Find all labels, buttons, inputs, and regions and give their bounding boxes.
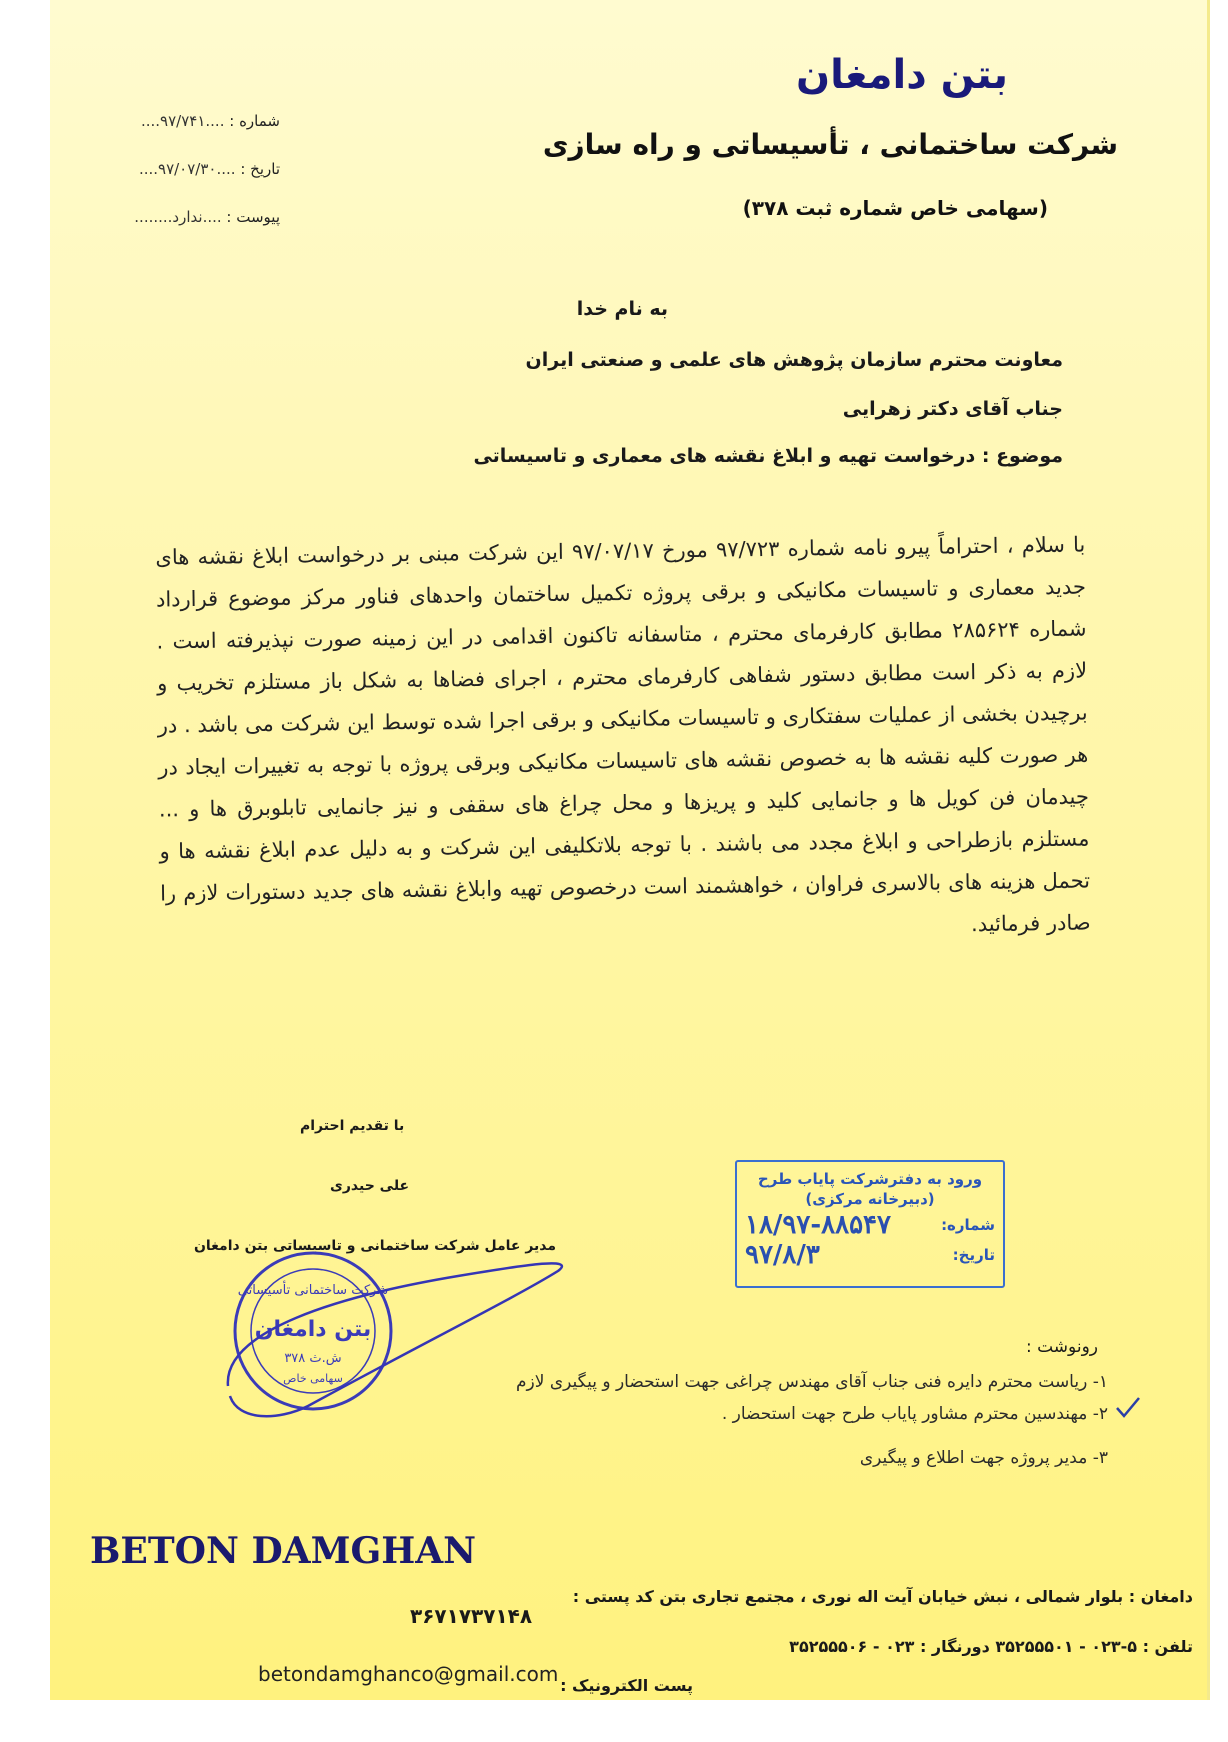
seal-text-top: شرکت ساختمانی تأسیساتی [237, 1283, 389, 1298]
receipt-stamp-date-label: تاریخ: [952, 1246, 995, 1264]
letter-number-label: شماره : [229, 112, 280, 130]
company-registration: (سهامی خاص شماره ثبت ۳۷۸) [742, 196, 1048, 220]
receipt-stamp-date-value: ۹۷/۸/۳ [745, 1240, 820, 1270]
letter-date-label: تاریخ : [240, 160, 280, 178]
letter-attachment [70, 208, 280, 226]
seal-text-type: سهامی خاص [283, 1372, 343, 1385]
company-seal-icon [218, 1236, 598, 1436]
letter-date-value: ....۹۷/۰۷/۳۰.... [138, 160, 236, 178]
receipt-stamp-date-row [737, 1240, 1003, 1270]
seal-text-reg: ش.ث ۳۷۸ [284, 1351, 342, 1366]
letter-number-value: ....۹۷/۷۴۱.... [140, 112, 225, 130]
cc-item: ۲- مهندسین محترم مشاور پایاب طرح جهت استحضار . [721, 1404, 1108, 1424]
footer-email-label: پست الکترونیک : [560, 1676, 693, 1695]
company-name: شرکت ساختمانی ، تأسیساتی و راه سازی [542, 128, 1118, 161]
footer-brand: BETON DAMGHAN [90, 1530, 477, 1572]
signer-name: علی حیدری [330, 1178, 410, 1194]
bismillah: به نام خدا [576, 298, 668, 320]
footer-address: دامغان : بلوار شمالی ، نبش خیابان آیت اله نوری ، مجتمع تجاری بتن کد پستی : [572, 1587, 1193, 1606]
letter-number [70, 112, 280, 130]
letter-date [70, 160, 280, 178]
receipt-stamp-number-row [737, 1210, 1003, 1240]
cc-item: ۳- مدیر پروژه جهت اطلاع و پیگیری [859, 1448, 1108, 1468]
receipt-stamp-title: ورود به دفترشرکت پایاب طرح [757, 1170, 983, 1188]
recipient-organization: معاونت محترم سازمان پژوهش های علمی و صنعتی ایران [525, 349, 1063, 371]
cc-item: ۱- ریاست محترم دایره فنی جناب آقای مهندس چراغی جهت استحضار و پیگیری لازم [516, 1372, 1108, 1392]
closing-salutation: با تقدیم احترام [300, 1118, 405, 1134]
footer-phone: تلفن : ۵-۰۲۳ - ۳۵۲۵۵۵۰۱ دورنگار : ۰۲۳ - ۳۵۲۵۵۵۰۶ [789, 1637, 1193, 1656]
signer-title: مدیر عامل شرکت ساختمانی و تاسیساتی بتن دامغان [193, 1238, 557, 1254]
footer-postal-code: ۳۶۷۱۷۳۷۱۴۸ [410, 1604, 533, 1628]
receipt-stamp-number-value: ۱۸/۹۷-۸۸۵۴۷ [745, 1210, 891, 1240]
cc-title: رونوشت : [1025, 1337, 1098, 1357]
receipt-stamp [735, 1160, 1005, 1288]
footer-email[interactable]: betondamghanco@gmail.com [258, 1662, 559, 1686]
letter-attachment-label: پیوست : [226, 208, 280, 226]
letter-subject: موضوع : درخواست تهیه و ابلاغ نقشه های معماری و تاسیساتی [473, 445, 1063, 467]
receipt-stamp-subtitle: (دبیرخانه مرکزی) [805, 1190, 935, 1208]
seal-text-main: بتن دامغان [254, 1317, 372, 1342]
recipient-person: جناب آقای دکتر زهرایی [842, 398, 1063, 420]
receipt-stamp-number-label: شماره: [941, 1216, 995, 1234]
brand-title: بتن دامغان [795, 52, 1008, 98]
letter-body: با سلام ، احتراماً پیرو نامه شماره ۹۷/۷۲۳ مورخ ۹۷/۰۷/۱۷ این شرکت مبنی بر درخواست ابلاغ نقشه های جدید معماری و تاسیسات مکانیکی و برقی پروژه تکمیل ساختمان واحدهای فناور مرکز موضوع قرارداد شماره ۲۸۵۶۲۴ مطابق کارفرمای محترم ، متاسفانه تاکنون اقدامی در این زمینه صورت نپذیرفته است . لازم به ذکر است مطابق دستور شفاهی کارفرمای محترم ، اجرای فضاها به شکل باز مستلزم تخریب و برچیدن بخشی از عملیات سفتکاری و تاسیسات مکانیکی و برقی اجرا شده توسط این شرکت می باشد . در هر صورت کلیه نقشه ها به خصوص نقشه های تاسیسات مکانیکی وبرقی پروژه با توجه به تغییرات ایجاد در چیدمان فن کویل ها و جانمایی کلید و پریزها و محل چراغ های سقفی و نیز جانمایی تابلوبرق ها و ... مستلزم بازطراحی و ابلاغ مجدد می باشند . با توجه بلاتکلیفی این شرکت و به دلیل عدم ابلاغ نقشه ها و تحمل هزینه های بالاسری فراوان ، خواهشمند است درخصوص تهیه وابلاغ نقشه های جدید دستورات لازم را صادر فرمائید. [155, 532, 1091, 937]
letter-attachment-value: ....ندارد........ [134, 208, 222, 226]
checkmark-icon [1115, 1396, 1141, 1418]
